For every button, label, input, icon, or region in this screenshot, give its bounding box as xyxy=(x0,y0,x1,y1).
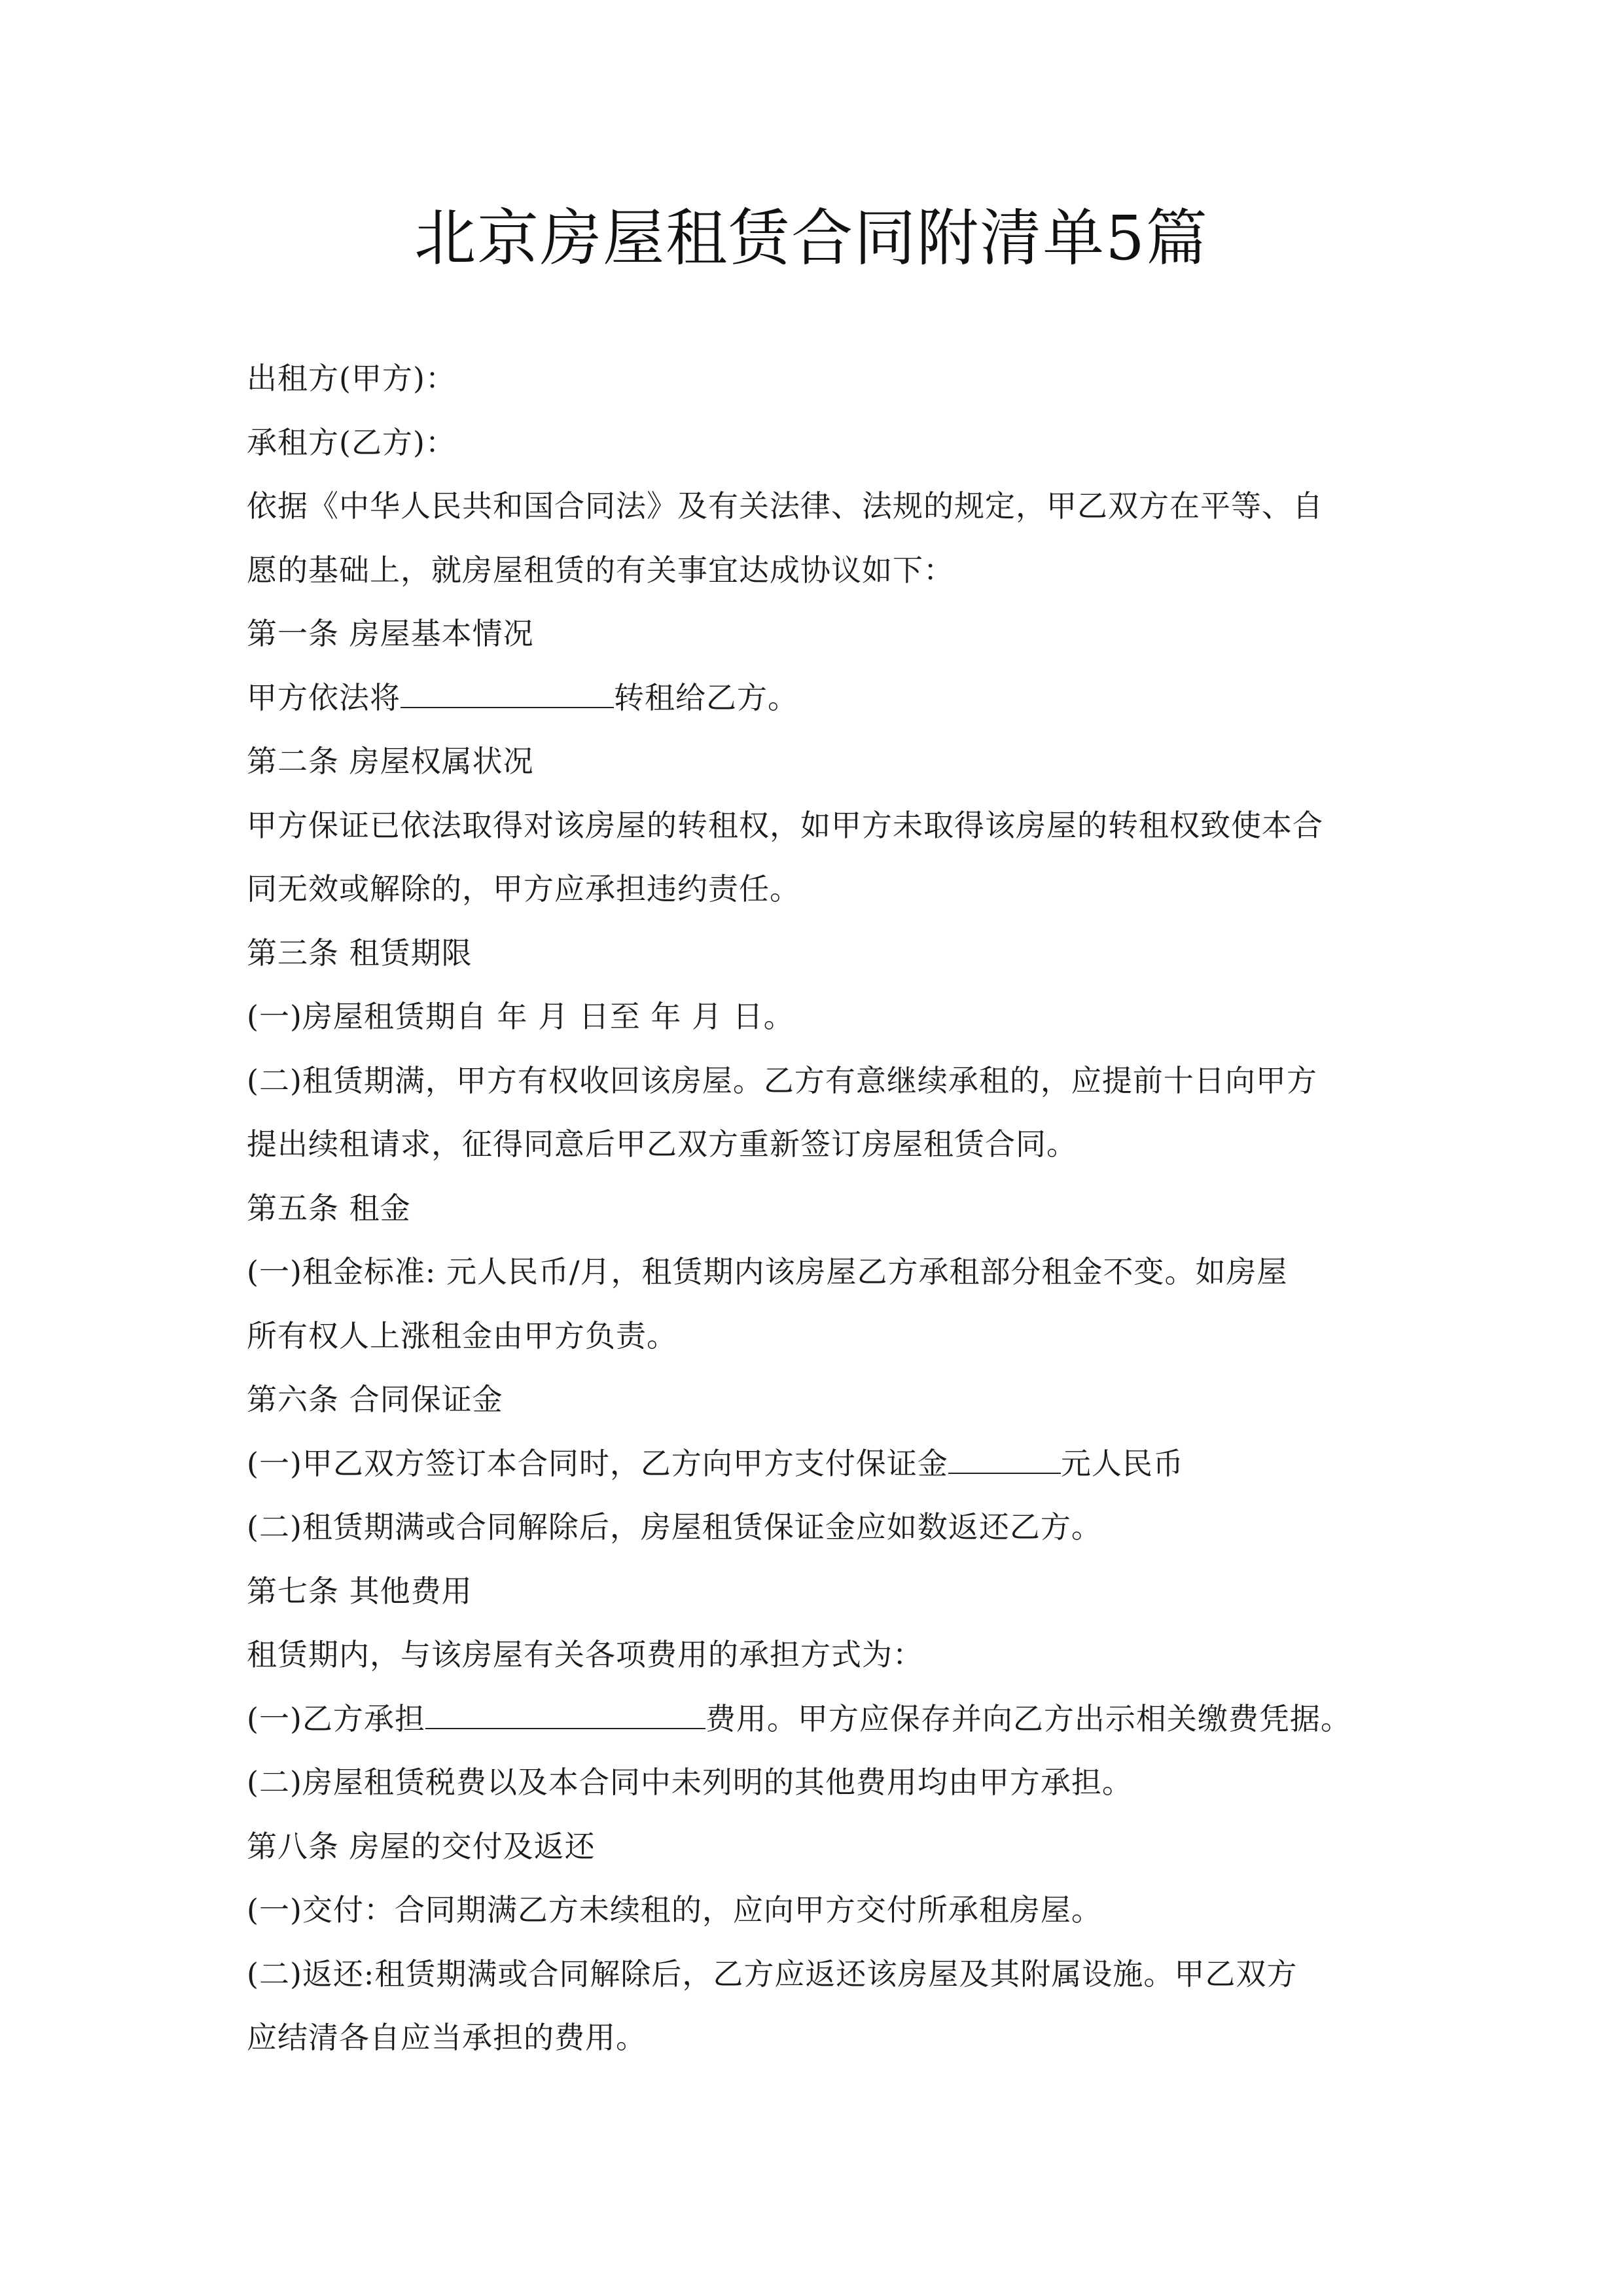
article-8-clause-2b: 应结清各自应当承担的费用。 xyxy=(247,2020,647,2055)
fill-in-blank xyxy=(948,1439,1061,1474)
article-6-clause-1 xyxy=(247,1432,1418,1496)
party-a-line: 出租方(甲方)： xyxy=(247,361,456,396)
article-1-text-before: 甲方依法将 xyxy=(247,679,401,715)
article-7-intro: 租赁期内，与该房屋有关各项费用的承担方式为： xyxy=(247,1637,923,1672)
article-7-clause-1 xyxy=(247,1687,1418,1751)
article-5-clause-1b: 所有权人上涨租金由甲方负责。 xyxy=(247,1318,677,1354)
article-8-clause-1: (一)交付：合同期满乙方未续租的，应向甲方交付所承租房屋。 xyxy=(247,1892,1102,1928)
article-7-clause-2: (二)房屋租赁税费以及本合同中未列明的其他费用均由甲方承担。 xyxy=(247,1765,1133,1800)
article-6-clause-1-before: (一)甲乙双方签订本合同时，乙方向甲方支付保证金 xyxy=(247,1445,948,1481)
fill-in-blank xyxy=(425,1694,705,1729)
article-7-heading: 第七条 其他费用 xyxy=(247,1573,473,1609)
document-title: 北京房屋租赁合同附清单5篇 xyxy=(414,203,1209,274)
article-7-clause-1-after: 费用。甲方应保存并向乙方出示相关缴费凭据。 xyxy=(705,1700,1351,1736)
article-8-heading: 第八条 房屋的交付及返还 xyxy=(247,1828,596,1864)
article-5-clause-1a: (一)租金标准: 元人民币/月，租赁期内该房屋乙方承租部分租金不变。如房屋 xyxy=(247,1254,1288,1289)
preamble-line-1: 依据《中华人民共和国合同法》及有关法律、法规的规定，甲乙双方在平等、自 xyxy=(247,488,1323,524)
article-2-text-2: 同无效或解除的，甲方应承担违约责任。 xyxy=(247,871,800,906)
article-5-heading: 第五条 租金 xyxy=(247,1190,411,1226)
fill-in-blank xyxy=(401,673,614,708)
article-1-text-after: 转租给乙方。 xyxy=(614,679,798,715)
article-1-heading: 第一条 房屋基本情况 xyxy=(247,616,534,651)
article-3-clause-1: (一)房屋租赁期自 年 月 日至 年 月 日。 xyxy=(247,999,794,1034)
party-b-line: 承租方(乙方)： xyxy=(247,424,456,460)
article-8-clause-2a: (二)返还:租赁期满或合同解除后，乙方应返还该房屋及其附属设施。甲乙双方 xyxy=(247,1956,1298,1992)
article-1-text xyxy=(247,666,1418,730)
document-body xyxy=(247,347,1418,2070)
article-7-clause-1-before: (一)乙方承担 xyxy=(247,1700,425,1736)
article-6-heading: 第六条 合同保证金 xyxy=(247,1382,503,1417)
preamble-line-2: 愿的基础上，就房屋租赁的有关事宜达成协议如下： xyxy=(247,552,954,588)
article-6-clause-1-after: 元人民币 xyxy=(1060,1445,1184,1481)
article-3-clause-2a: (二)租赁期满，甲方有权收回该房屋。乙方有意继续承租的，应提前十日向甲方 xyxy=(247,1062,1317,1098)
article-3-heading: 第三条 租赁期限 xyxy=(247,935,473,971)
article-2-heading: 第二条 房屋权属状况 xyxy=(247,744,534,779)
article-6-clause-2: (二)租赁期满或合同解除后，房屋租赁保证金应如数返还乙方。 xyxy=(247,1509,1102,1545)
article-3-clause-2b: 提出续租请求，征得同意后甲乙双方重新签订房屋租赁合同。 xyxy=(247,1126,1077,1162)
article-2-text-1: 甲方保证已依法取得对该房屋的转租权，如甲方未取得该房屋的转租权致使本合 xyxy=(247,807,1323,843)
